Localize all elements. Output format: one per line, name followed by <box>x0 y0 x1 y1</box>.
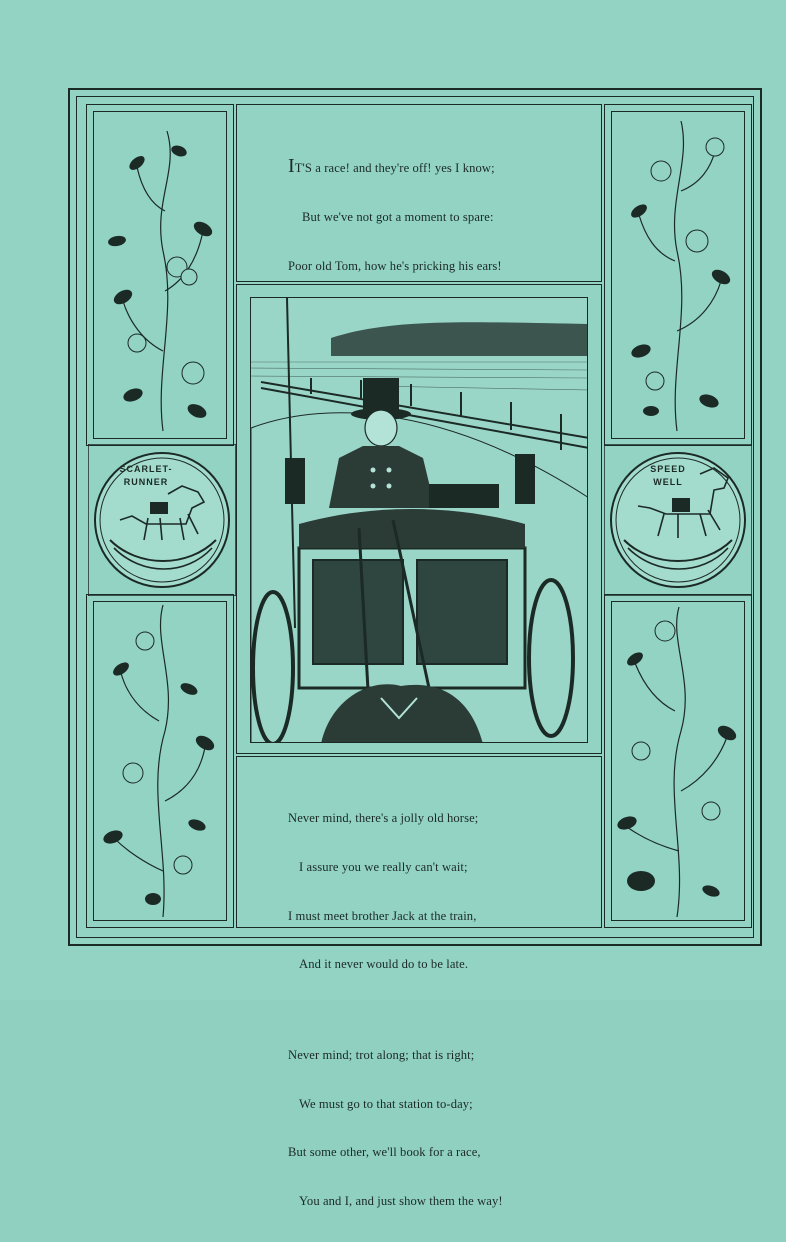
vine-flower-icon <box>611 111 745 439</box>
right-medallion <box>604 444 752 596</box>
verse-line: Poor old Tom, how he's pricking his ears! <box>288 258 502 273</box>
verse-line: I assure you we really can't wait; <box>299 860 468 875</box>
medallion-right-line1: SPEED <box>650 464 686 474</box>
verse-line: But we've not got a moment to spare: <box>302 210 494 225</box>
verse-line: We must go to that station to-day; <box>299 1096 473 1111</box>
left-top-floral-panel <box>86 104 234 446</box>
verse-line: You and I, and just show them the way! <box>299 1194 503 1209</box>
vine-flower-icon <box>611 601 745 921</box>
verse-line: But some other, we'll book for a race, <box>288 1145 481 1160</box>
rocking-horse-icon <box>604 444 752 596</box>
verse-line: I must meet brother Jack at the train, <box>288 908 477 923</box>
bottom-verse <box>288 778 503 1242</box>
verse-line: And it never would do to be late. <box>299 957 469 972</box>
medallion-left-line2: RUNNER <box>123 477 169 487</box>
pony-cart-illustration <box>250 297 588 743</box>
dropcap: I <box>288 155 295 178</box>
right-bottom-floral-panel <box>604 594 752 928</box>
pony-cart-illustration <box>251 298 588 743</box>
vine-flower-icon <box>93 601 227 921</box>
vine-flower-icon <box>93 111 227 439</box>
rocking-horse-icon <box>88 444 236 596</box>
medallion-left-line1: SCARLET- <box>119 464 173 474</box>
verse-line: Never mind, there's a jolly old horse; <box>288 811 479 826</box>
right-top-floral-panel <box>604 104 752 446</box>
medallion-right-line2: WELL <box>653 477 683 487</box>
left-bottom-floral-panel <box>86 594 234 928</box>
verse-line: Never mind; trot along; that is right; <box>288 1048 475 1063</box>
left-medallion <box>88 444 236 596</box>
verse-line: T'S a race! and they're off! yes I know; <box>294 161 495 176</box>
